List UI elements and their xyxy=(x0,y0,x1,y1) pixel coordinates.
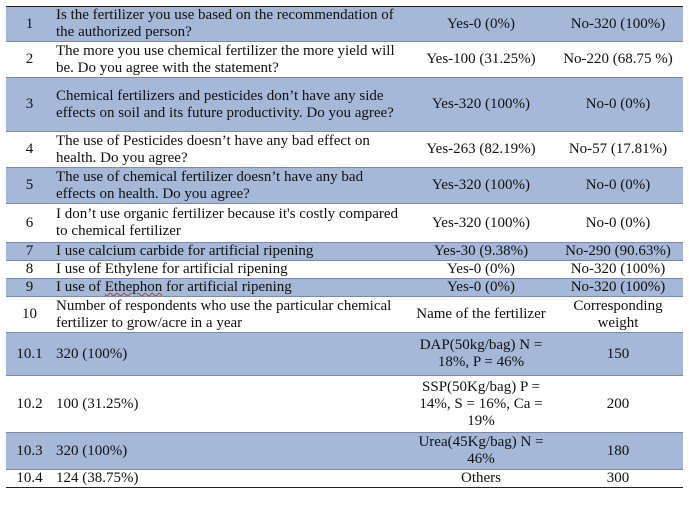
question-text: The use of chemical fertilizer doesn’t have any bad effects on health. Do you agree? xyxy=(53,168,409,204)
table-row xyxy=(6,78,683,132)
yes-response: Yes-320 (100%) xyxy=(409,168,553,204)
question-text: I use calcium carbide for artificial ripening xyxy=(53,243,409,261)
table-row xyxy=(6,470,683,488)
table-row xyxy=(6,42,683,78)
yes-response: Yes-30 (9.38%) xyxy=(409,243,553,261)
fertilizer-weight: 180 xyxy=(553,433,683,470)
row-number: 5 xyxy=(6,168,53,204)
table-row xyxy=(6,297,683,333)
question-text-prefix: I use of xyxy=(56,279,105,295)
table-row xyxy=(6,7,683,42)
yes-response: Yes-0 (0%) xyxy=(409,279,553,297)
table-row xyxy=(6,261,683,279)
row-number: 8 xyxy=(6,261,53,279)
no-response: No-320 (100%) xyxy=(553,7,683,42)
respondent-count: 100 (31.25%) xyxy=(53,376,409,433)
no-response: No-57 (17.81%) xyxy=(553,132,683,168)
question-text: I don’t use organic fertilizer because it's costly compared to chemical fertilizer xyxy=(53,204,409,243)
row-number: 6 xyxy=(6,204,53,243)
question-text: The use of Pesticides doesn’t have any bad effect on health. Do you agree? xyxy=(53,132,409,168)
no-response: No-290 (90.63%) xyxy=(553,243,683,261)
table-row xyxy=(6,204,683,243)
question-text-suffix: for artificial ripening xyxy=(162,279,292,295)
no-response: No-0 (0%) xyxy=(553,78,683,132)
yes-response: Yes-0 (0%) xyxy=(409,7,553,42)
row-number: 10.3 xyxy=(6,433,53,470)
fertilizer-name-header: Name of the fertilizer xyxy=(409,297,553,333)
weight-header: Corresponding weight xyxy=(553,297,683,333)
table-row xyxy=(6,376,683,433)
row-number: 3 xyxy=(6,78,53,132)
row-number: 2 xyxy=(6,42,53,78)
row-number: 7 xyxy=(6,243,53,261)
survey-table xyxy=(6,6,683,488)
no-response: No-0 (0%) xyxy=(553,168,683,204)
table-row xyxy=(6,168,683,204)
table-row xyxy=(6,279,683,297)
table-row xyxy=(6,433,683,470)
spellcheck-word: Ethephon xyxy=(104,279,163,295)
fertilizer-weight: 150 xyxy=(553,333,683,376)
row-number: 10.4 xyxy=(6,470,53,488)
row-number: 9 xyxy=(6,279,53,297)
no-response: No-320 (100%) xyxy=(553,261,683,279)
question-text: The more you use chemical fertilizer the more yield will be. Do you agree with the statement? xyxy=(53,42,409,78)
yes-response: Yes-100 (31.25%) xyxy=(409,42,553,78)
no-response: No-320 (100%) xyxy=(553,279,683,297)
fertilizer-name: Others xyxy=(409,470,553,488)
question-text: Chemical fertilizers and pesticides don’t have any side effects on soil and its future productivity. Do you agree? xyxy=(53,78,409,132)
no-response: No-220 (68.75 %) xyxy=(553,42,683,78)
table-row xyxy=(6,333,683,376)
question-text: Is the fertilizer you use based on the recommendation of the authorized person? xyxy=(53,7,409,42)
no-response: No-0 (0%) xyxy=(553,204,683,243)
row-number: 10 xyxy=(6,297,53,333)
fertilizer-name: SSP(50Kg/bag) P = 14%, S = 16%, Ca = 19% xyxy=(409,376,553,433)
row-number: 10.1 xyxy=(6,333,53,376)
row-number: 4 xyxy=(6,132,53,168)
question-text: I use of Ethylene for artificial ripening xyxy=(53,261,409,279)
row-number: 10.2 xyxy=(6,376,53,433)
yes-response: Yes-0 (0%) xyxy=(409,261,553,279)
row-number: 1 xyxy=(6,7,53,42)
table-row xyxy=(6,132,683,168)
table-row xyxy=(6,243,683,261)
question-text: Number of respondents who use the particular chemical fertilizer to grow/acre in a year xyxy=(53,297,409,333)
yes-response: Yes-320 (100%) xyxy=(409,78,553,132)
question-text xyxy=(53,279,409,297)
fertilizer-weight: 300 xyxy=(553,470,683,488)
fertilizer-weight: 200 xyxy=(553,376,683,433)
respondent-count: 320 (100%) xyxy=(53,333,409,376)
respondent-count: 320 (100%) xyxy=(53,433,409,470)
fertilizer-name: DAP(50kg/bag) N = 18%, P = 46% xyxy=(409,333,553,376)
yes-response: Yes-263 (82.19%) xyxy=(409,132,553,168)
yes-response: Yes-320 (100%) xyxy=(409,204,553,243)
fertilizer-name: Urea(45Kg/bag) N = 46% xyxy=(409,433,553,470)
respondent-count: 124 (38.75%) xyxy=(53,470,409,488)
